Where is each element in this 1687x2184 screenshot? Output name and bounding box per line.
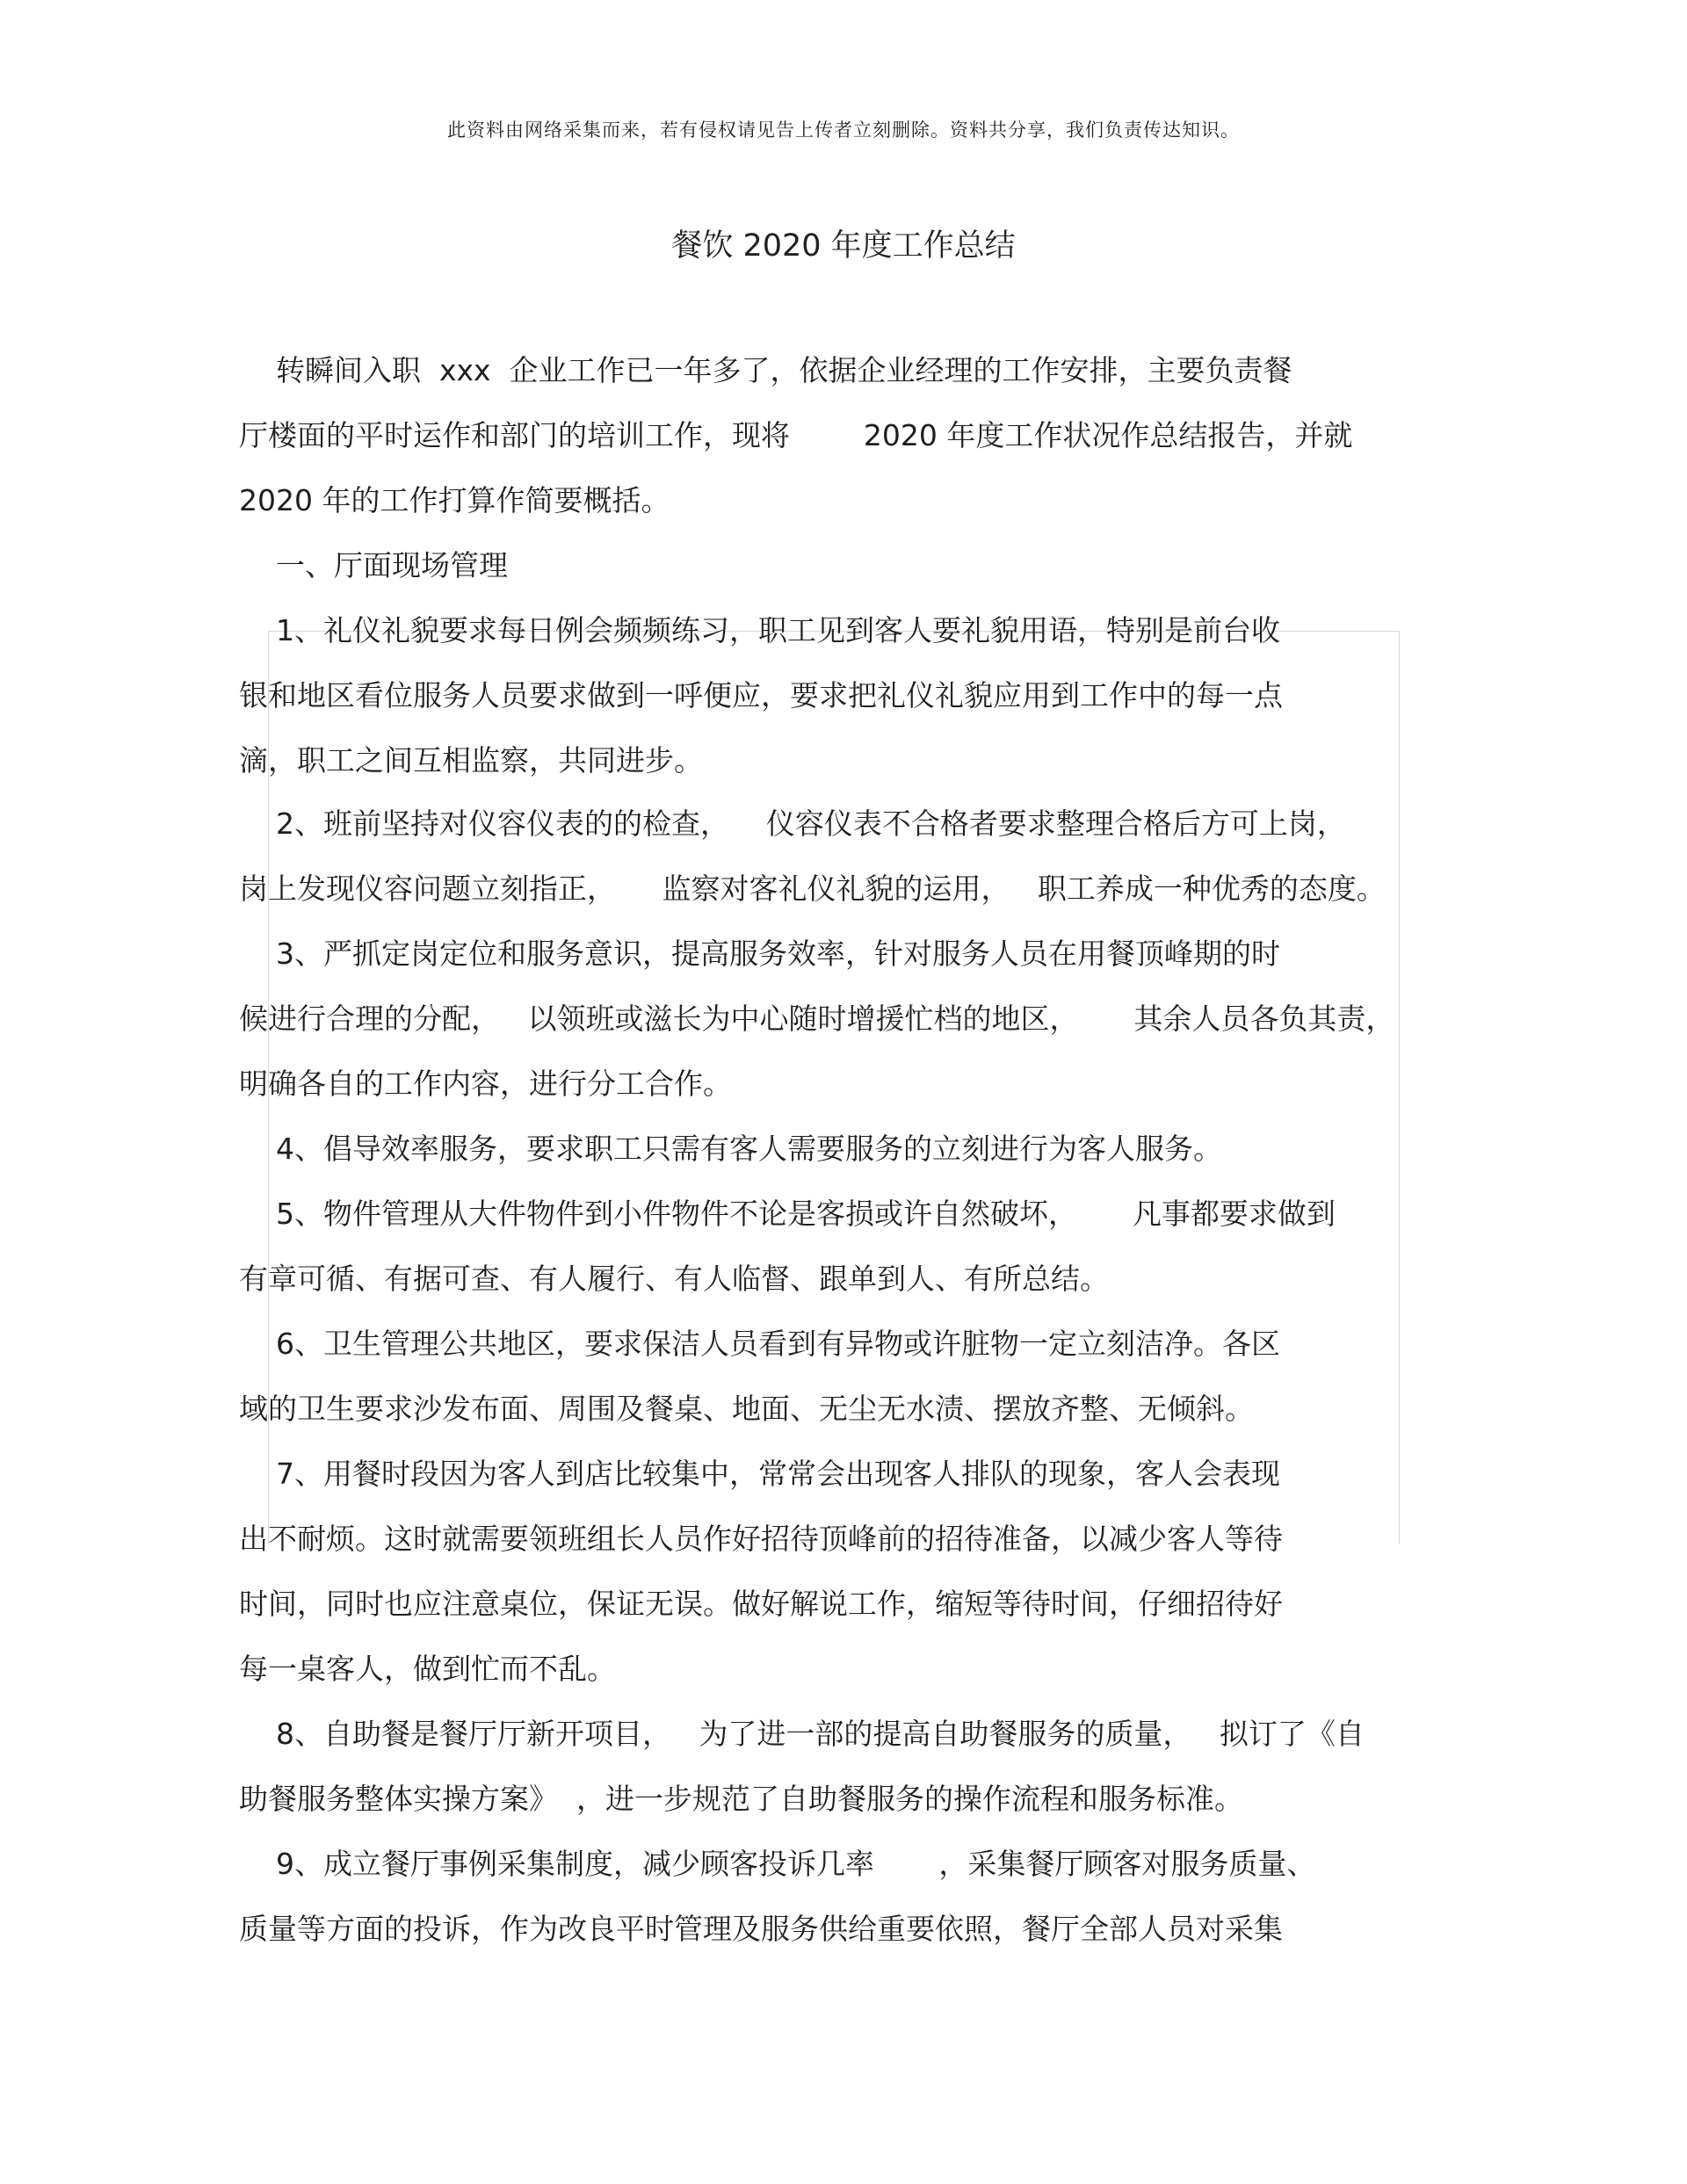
body-line: 候进行合理的分配， 以领班或滋长为中心随时增援忙档的地区， 其余人员各负其责，: [239, 1002, 1395, 1036]
copyright-notice: 此资料由网络采集而来，若有侵权请见告上传者立刻删除。资料共分享，我们负责传达知识。: [447, 119, 1240, 141]
body-line: 出不耐烦。这时就需要领班组长人员作好招待顶峰前的招待准备，以减少客人等待: [239, 1522, 1283, 1556]
body-line: 9、成立餐厅事例采集制度，减少顾客投诉几率 ，采集餐厅顾客对服务质量、: [239, 1847, 1316, 1881]
body-line: 8、自助餐是餐厅厅新开项目， 为了进一部的提高自助餐服务的质量， 拟订了《自: [239, 1717, 1365, 1751]
body-line: 明确各自的工作内容，进行分工合作。: [239, 1067, 732, 1101]
body-line: 每一桌客人，做到忙而不乱。: [239, 1652, 616, 1686]
body-line: 6、卫生管理公共地区，要求保洁人员看到有异物或许脏物一定立刻洁净。各区: [239, 1327, 1280, 1361]
body-line: 域的卫生要求沙发布面、周围及餐桌、地面、无尘无水渍、摆放齐整、无倾斜。: [239, 1392, 1254, 1426]
body-line: 银和地区看位服务人员要求做到一呼便应，要求把礼仪礼貌应用到工作中的每一点: [239, 678, 1283, 712]
body-line: 有章可循、有据可查、有人履行、有人临督、跟单到人、有所总结。: [239, 1262, 1109, 1296]
document-title: 餐饮 2020 年度工作总结: [671, 228, 1016, 264]
body-line: 4、倡导效率服务，要求职工只需有客人需要服务的立刻进行为客人服务。: [239, 1132, 1222, 1166]
body-line: 5、物件管理从大件物件到小件物件不论是客损或许自然破坏， 凡事都要求做到: [239, 1197, 1336, 1231]
section-heading: 一、厅面现场管理: [239, 548, 508, 582]
body-line: 时间，同时也应注意桌位，保证无误。做好解说工作，缩短等待时间，仔细招待好: [239, 1587, 1283, 1621]
body-line: 岗上发现仪容问题立刻指正， 监察对客礼仪礼貌的运用， 职工养成一种优秀的态度。: [239, 871, 1386, 906]
body-line: 转瞬间入职 xxx 企业工作已一年多了，依据企业经理的工作安排，主要负责餐: [239, 353, 1292, 387]
body-line: 2020 年的工作打算作简要概括。: [239, 483, 670, 517]
body-line: 1、礼仪礼貌要求每日例会频频练习，职工见到客人要礼貌用语，特别是前台收: [239, 613, 1280, 647]
body-line: 厅楼面的平时运作和部门的培训工作，现将 2020 年度工作状况作总结报告，并就: [239, 418, 1353, 452]
body-line: 质量等方面的投诉，作为改良平时管理及服务供给重要依照，餐厅全部人员对采集: [239, 1912, 1283, 1946]
body-line: 2、班前坚持对仪容仪表的的检查， 仪容仪表不合格者要求整理合格后方可上岗，: [239, 806, 1346, 841]
body-line: 滴，职工之间互相监察，共同进步。: [239, 743, 703, 777]
body-line: 助餐服务整体实操方案》 ，进一步规范了自助餐服务的操作流程和服务标准。: [239, 1782, 1243, 1816]
body-line: 3、严抓定岗定位和服务意识，提高服务效率，针对服务人员在用餐顶峰期的时: [239, 937, 1280, 971]
body-line: 7、用餐时段因为客人到店比较集中，常常会出现客人排队的现象，客人会表现: [239, 1457, 1280, 1491]
